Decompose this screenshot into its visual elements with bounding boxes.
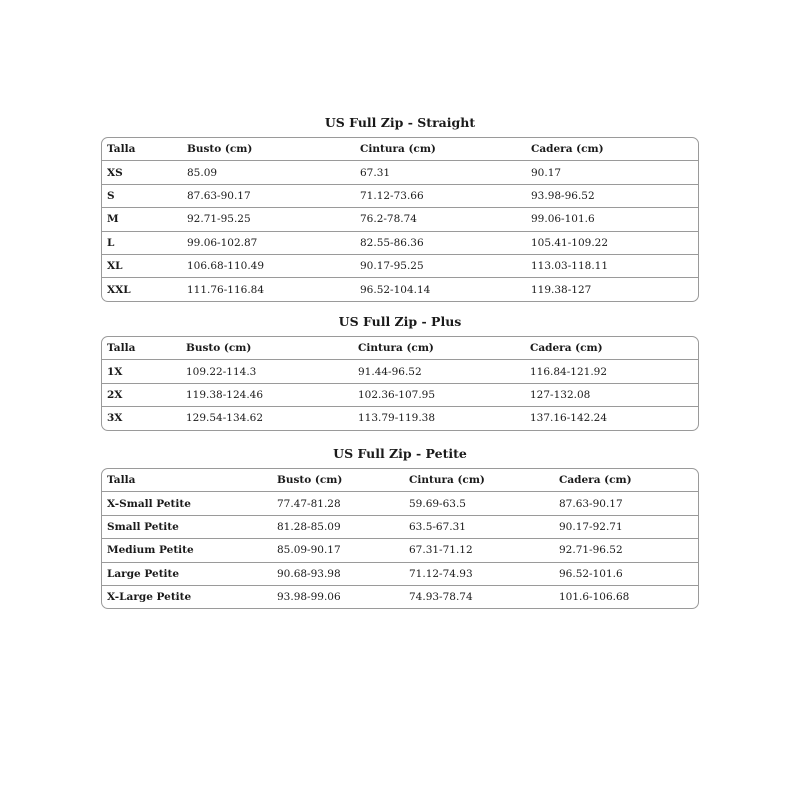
- waist-cell: 67.31-71.12: [404, 539, 554, 562]
- waist-cell: 96.52-104.14: [355, 278, 526, 301]
- bust-cell: 109.22-114.3: [181, 360, 353, 383]
- size-table-container: [101, 137, 699, 302]
- hip-cell: 127-132.08: [525, 383, 698, 406]
- column-header-hip: Cadera (cm): [530, 342, 603, 355]
- size-cell: XXL: [102, 278, 182, 301]
- table-row: [102, 254, 698, 277]
- size-cell: X-Small Petite: [102, 492, 272, 515]
- column-header-size: Talla: [107, 143, 136, 156]
- size-table: [102, 469, 698, 608]
- waist-cell: 59.69-63.5: [404, 492, 554, 515]
- waist-cell: 90.17-95.25: [355, 254, 526, 277]
- size-cell: Large Petite: [102, 562, 272, 585]
- table-row: [102, 515, 698, 538]
- waist-cell: 67.31: [355, 161, 526, 184]
- bust-cell: 99.06-102.87: [182, 231, 355, 254]
- size-table-container: [101, 336, 699, 431]
- table-row: [102, 184, 698, 207]
- table-row: [102, 161, 698, 184]
- bust-cell: 111.76-116.84: [182, 278, 355, 301]
- size-chart-straight: [101, 113, 699, 302]
- hip-cell: 90.17-92.71: [554, 515, 698, 538]
- waist-cell: 63.5-67.31: [404, 515, 554, 538]
- size-table: [102, 138, 698, 301]
- bust-cell: 77.47-81.28: [272, 492, 404, 515]
- size-cell: 2X: [102, 383, 181, 406]
- hip-cell: 99.06-101.6: [526, 208, 698, 231]
- size-cell: 3X: [102, 407, 181, 430]
- column-header-waist: Cintura (cm): [360, 143, 436, 156]
- table-row: [102, 585, 698, 608]
- column-header-bust: Busto (cm): [186, 342, 252, 355]
- size-chart-plus: [101, 312, 699, 431]
- table-row: [102, 492, 698, 515]
- bust-cell: 119.38-124.46: [181, 383, 353, 406]
- table-row: [102, 278, 698, 301]
- size-cell: 1X: [102, 360, 181, 383]
- column-header-hip: Cadera (cm): [559, 474, 632, 487]
- waist-cell: 102.36-107.95: [353, 383, 525, 406]
- waist-cell: 71.12-74.93: [404, 562, 554, 585]
- column-header-waist: Cintura (cm): [409, 474, 485, 487]
- table-row: [102, 360, 698, 383]
- hip-cell: 116.84-121.92: [525, 360, 698, 383]
- size-table-container: [101, 468, 699, 609]
- table-header-row: [102, 469, 698, 492]
- table-row: [102, 231, 698, 254]
- size-table: [102, 337, 698, 430]
- size-cell: X-Large Petite: [102, 585, 272, 608]
- bust-cell: 90.68-93.98: [272, 562, 404, 585]
- waist-cell: 91.44-96.52: [353, 360, 525, 383]
- table-row: [102, 383, 698, 406]
- hip-cell: 119.38-127: [526, 278, 698, 301]
- column-header-bust: Busto (cm): [277, 474, 343, 487]
- size-chart-petite: [101, 444, 699, 609]
- section-title: US Full Zip - Straight: [324, 115, 476, 130]
- bust-cell: 85.09: [182, 161, 355, 184]
- section-title: US Full Zip - Plus: [338, 314, 462, 329]
- waist-cell: 74.93-78.74: [404, 585, 554, 608]
- hip-cell: 93.98-96.52: [526, 184, 698, 207]
- hip-cell: 92.71-96.52: [554, 539, 698, 562]
- column-header-size: Talla: [107, 474, 136, 487]
- size-cell: L: [102, 231, 182, 254]
- section-title: US Full Zip - Petite: [333, 446, 467, 461]
- hip-cell: 87.63-90.17: [554, 492, 698, 515]
- bust-cell: 87.63-90.17: [182, 184, 355, 207]
- size-cell: XS: [102, 161, 182, 184]
- hip-cell: 113.03-118.11: [526, 254, 698, 277]
- bust-cell: 93.98-99.06: [272, 585, 404, 608]
- size-cell: M: [102, 208, 182, 231]
- waist-cell: 71.12-73.66: [355, 184, 526, 207]
- table-header-row: [102, 337, 698, 360]
- size-cell: Medium Petite: [102, 539, 272, 562]
- bust-cell: 106.68-110.49: [182, 254, 355, 277]
- table-row: [102, 539, 698, 562]
- size-cell: Small Petite: [102, 515, 272, 538]
- bust-cell: 81.28-85.09: [272, 515, 404, 538]
- column-header-waist: Cintura (cm): [358, 342, 434, 355]
- size-cell: XL: [102, 254, 182, 277]
- bust-cell: 129.54-134.62: [181, 407, 353, 430]
- hip-cell: 96.52-101.6: [554, 562, 698, 585]
- waist-cell: 113.79-119.38: [353, 407, 525, 430]
- table-row: [102, 562, 698, 585]
- hip-cell: 101.6-106.68: [554, 585, 698, 608]
- waist-cell: 82.55-86.36: [355, 231, 526, 254]
- column-header-hip: Cadera (cm): [531, 143, 604, 156]
- column-header-bust: Busto (cm): [187, 143, 253, 156]
- hip-cell: 90.17: [526, 161, 698, 184]
- bust-cell: 92.71-95.25: [182, 208, 355, 231]
- hip-cell: 137.16-142.24: [525, 407, 698, 430]
- table-row: [102, 407, 698, 430]
- table-row: [102, 208, 698, 231]
- waist-cell: 76.2-78.74: [355, 208, 526, 231]
- bust-cell: 85.09-90.17: [272, 539, 404, 562]
- size-cell: S: [102, 184, 182, 207]
- table-header-row: [102, 138, 698, 161]
- column-header-size: Talla: [107, 342, 136, 355]
- hip-cell: 105.41-109.22: [526, 231, 698, 254]
